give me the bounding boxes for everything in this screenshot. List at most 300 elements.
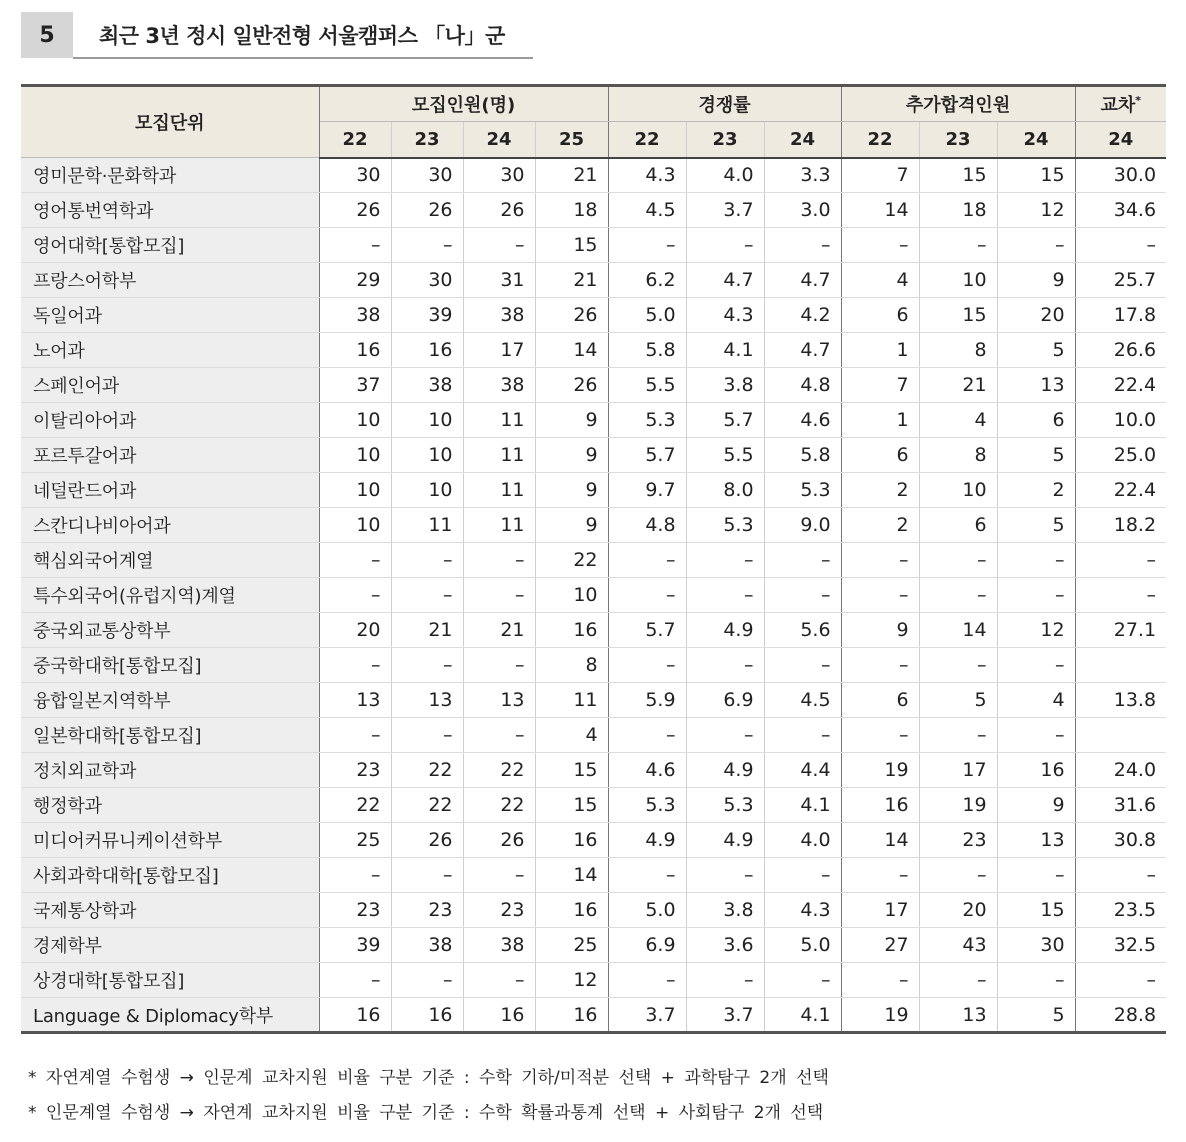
table-cell: – bbox=[919, 718, 997, 753]
table-cell: 9.0 bbox=[764, 508, 841, 543]
unit-name: 중국학대학[통합모집] bbox=[21, 648, 319, 683]
table-cell: 10 bbox=[319, 473, 391, 508]
table-cell: 22.4 bbox=[1075, 473, 1166, 508]
unit-name: 미디어커뮤니케이션학부 bbox=[21, 823, 319, 858]
table-cell: 4 bbox=[919, 403, 997, 438]
table-cell: 4.3 bbox=[608, 158, 686, 193]
table-cell: – bbox=[463, 543, 535, 578]
table-row bbox=[21, 403, 1166, 438]
group-header bbox=[1075, 86, 1166, 122]
table-row bbox=[21, 193, 1166, 228]
table-row bbox=[21, 718, 1166, 753]
table-cell: 9 bbox=[535, 438, 608, 473]
footnote-2: * 인문계열 수험생 → 자연계 교차지원 비율 구분 기준 : 수학 확률과통계 선택 + 사회탐구 2개 선택 bbox=[28, 1103, 824, 1123]
table-cell: 26.6 bbox=[1075, 333, 1166, 368]
table-cell: 27.1 bbox=[1075, 613, 1166, 648]
table-cell: 5.0 bbox=[608, 893, 686, 928]
table-cell: 10 bbox=[919, 473, 997, 508]
table-cell: 21 bbox=[535, 263, 608, 298]
table-row bbox=[21, 858, 1166, 893]
year-header: 23 bbox=[686, 122, 764, 158]
table-cell: – bbox=[841, 228, 919, 263]
table-cell: 18 bbox=[919, 193, 997, 228]
table-cell: 5 bbox=[997, 508, 1075, 543]
table-cell: 43 bbox=[919, 928, 997, 963]
table-cell: 10 bbox=[391, 473, 463, 508]
table-cell: – bbox=[608, 718, 686, 753]
table-cell: 15 bbox=[535, 753, 608, 788]
table-row bbox=[21, 333, 1166, 368]
table-cell: 3.6 bbox=[686, 928, 764, 963]
table-cell: – bbox=[391, 543, 463, 578]
year-header: 22 bbox=[319, 122, 391, 158]
table-cell: 18.2 bbox=[1075, 508, 1166, 543]
table-cell: – bbox=[391, 858, 463, 893]
year-header: 23 bbox=[391, 122, 463, 158]
table-row bbox=[21, 578, 1166, 613]
table-cell: 15 bbox=[997, 158, 1075, 193]
table-cell: 16 bbox=[535, 613, 608, 648]
table-cell: 4.1 bbox=[764, 998, 841, 1033]
table-cell: 15 bbox=[997, 893, 1075, 928]
table-cell: 10.0 bbox=[1075, 403, 1166, 438]
table-cell: 13 bbox=[997, 368, 1075, 403]
unit-name: 프랑스어학부 bbox=[21, 263, 319, 298]
table-cell: 6 bbox=[841, 298, 919, 333]
table-cell: 1 bbox=[841, 333, 919, 368]
unit-name: 융합일본지역학부 bbox=[21, 683, 319, 718]
table-cell: 5.6 bbox=[764, 613, 841, 648]
table-cell: 15 bbox=[919, 158, 997, 193]
table-body bbox=[21, 158, 1166, 1033]
table-cell: 19 bbox=[919, 788, 997, 823]
table-cell: 9 bbox=[997, 263, 1075, 298]
table-cell: 25.7 bbox=[1075, 263, 1166, 298]
table-cell: – bbox=[463, 648, 535, 683]
table-cell: – bbox=[764, 578, 841, 613]
table-cell: 5.5 bbox=[608, 368, 686, 403]
table-cell: – bbox=[841, 858, 919, 893]
table-cell: – bbox=[841, 578, 919, 613]
table-cell: 23.5 bbox=[1075, 893, 1166, 928]
table-cell: 3.3 bbox=[764, 158, 841, 193]
table-cell: – bbox=[1075, 963, 1166, 998]
table-cell: 19 bbox=[841, 998, 919, 1033]
table-cell: – bbox=[686, 543, 764, 578]
table-cell: 22 bbox=[319, 788, 391, 823]
table-cell: – bbox=[608, 963, 686, 998]
table-cell: 9 bbox=[535, 508, 608, 543]
table-cell: 4.8 bbox=[608, 508, 686, 543]
table-cell: 5.0 bbox=[764, 928, 841, 963]
table-cell: 10 bbox=[391, 438, 463, 473]
table-cell: 13 bbox=[463, 683, 535, 718]
table-cell: – bbox=[608, 543, 686, 578]
table-cell: – bbox=[764, 858, 841, 893]
table-cell: 6.2 bbox=[608, 263, 686, 298]
table-cell: 5.7 bbox=[608, 438, 686, 473]
table-cell: 8.0 bbox=[686, 473, 764, 508]
table-cell: 30 bbox=[391, 158, 463, 193]
table-cell: 4 bbox=[997, 683, 1075, 718]
table-cell: 39 bbox=[391, 298, 463, 333]
unit-name: 국제통상학과 bbox=[21, 893, 319, 928]
table-cell: 16 bbox=[535, 998, 608, 1033]
table-cell: 31.6 bbox=[1075, 788, 1166, 823]
table-cell: 22 bbox=[391, 788, 463, 823]
table-row bbox=[21, 613, 1166, 648]
table-cell: 13 bbox=[919, 998, 997, 1033]
table-cell: 5 bbox=[997, 438, 1075, 473]
table-cell: – bbox=[319, 718, 391, 753]
table-cell: – bbox=[764, 963, 841, 998]
table-cell: 13.8 bbox=[1075, 683, 1166, 718]
table-cell: 28.8 bbox=[1113, 1003, 1157, 1026]
table-cell: – bbox=[764, 648, 841, 683]
table-cell: – bbox=[608, 228, 686, 263]
table-cell: – bbox=[391, 718, 463, 753]
table-cell: 27 bbox=[841, 928, 919, 963]
year-header: 22 bbox=[608, 122, 686, 158]
unit-name: 이탈리아어과 bbox=[21, 403, 319, 438]
table-cell: 5.3 bbox=[608, 788, 686, 823]
table-cell: – bbox=[686, 648, 764, 683]
table-cell: 26 bbox=[319, 193, 391, 228]
table-cell: 12 bbox=[997, 193, 1075, 228]
table-cell: 16 bbox=[391, 333, 463, 368]
footnote-marker: * bbox=[1135, 94, 1142, 107]
table-cell: 16 bbox=[319, 333, 391, 368]
table-cell: 3.8 bbox=[686, 893, 764, 928]
unit-name: 경제학부 bbox=[21, 928, 319, 963]
table-cell: 21 bbox=[919, 368, 997, 403]
table-cell: 29 bbox=[319, 263, 391, 298]
table-cell: 5.5 bbox=[686, 438, 764, 473]
table-cell: – bbox=[841, 648, 919, 683]
table-cell: – bbox=[997, 648, 1075, 683]
table-cell: 1 bbox=[841, 403, 919, 438]
table-cell: – bbox=[997, 858, 1075, 893]
table-cell: 32.5 bbox=[1075, 928, 1166, 963]
table-cell: – bbox=[319, 858, 391, 893]
table-cell: 22 bbox=[463, 788, 535, 823]
table-cell: – bbox=[997, 578, 1075, 613]
table-cell: 17 bbox=[841, 893, 919, 928]
table-cell: 12 bbox=[535, 963, 608, 998]
footnotes bbox=[28, 1066, 829, 1136]
table-cell: 4.0 bbox=[686, 158, 764, 193]
unit-name: 행정학과 bbox=[21, 788, 319, 823]
table-cell: 4.6 bbox=[608, 753, 686, 788]
table-cell: 20 bbox=[919, 893, 997, 928]
table-cell: 9 bbox=[535, 403, 608, 438]
table-cell: 13 bbox=[391, 683, 463, 718]
table-cell: 6 bbox=[841, 438, 919, 473]
group-header bbox=[841, 86, 1075, 122]
unit-name: 사회과학대학[통합모집] bbox=[21, 858, 319, 893]
table-cell: 20 bbox=[997, 298, 1075, 333]
unit-name: 중국외교통상학부 bbox=[21, 613, 319, 648]
table-cell: 26 bbox=[391, 823, 463, 858]
table-cell: 30.8 bbox=[1075, 823, 1166, 858]
table-cell: 23 bbox=[919, 823, 997, 858]
unit-name: 스페인어과 bbox=[21, 368, 319, 403]
table-cell: 30 bbox=[997, 928, 1075, 963]
table-cell: 8 bbox=[919, 333, 997, 368]
table-cell: 3.7 bbox=[608, 998, 686, 1033]
table-cell: – bbox=[608, 858, 686, 893]
table-cell: – bbox=[919, 963, 997, 998]
table-cell: 5.3 bbox=[686, 788, 764, 823]
table-cell: 16 bbox=[463, 998, 535, 1033]
table-cell: 9 bbox=[535, 473, 608, 508]
unit-name: 영미문학·문화학과 bbox=[21, 158, 319, 193]
table-cell: – bbox=[997, 718, 1075, 753]
group-header-label: 추가합격인원 bbox=[905, 95, 1011, 116]
table-row bbox=[21, 683, 1166, 718]
table-row bbox=[21, 438, 1166, 473]
table-cell: 16 bbox=[391, 998, 463, 1033]
table-cell: 16 bbox=[997, 753, 1075, 788]
table-cell: 37 bbox=[319, 368, 391, 403]
table-cell: 14 bbox=[841, 193, 919, 228]
table-cell: 25 bbox=[535, 928, 608, 963]
table-cell: 4 bbox=[841, 263, 919, 298]
table-cell: 11 bbox=[463, 473, 535, 508]
table-cell: 13 bbox=[319, 683, 391, 718]
table-head bbox=[21, 86, 1166, 158]
table-cell: 38 bbox=[463, 928, 535, 963]
table-cell: 20 bbox=[319, 613, 391, 648]
unit-name: 스칸디나비아어과 bbox=[21, 508, 319, 543]
table-cell: – bbox=[997, 228, 1075, 263]
table-cell: 16 bbox=[535, 823, 608, 858]
table-cell: 4.9 bbox=[686, 613, 764, 648]
table-cell: 4.7 bbox=[686, 263, 764, 298]
table-cell: 30 bbox=[319, 158, 391, 193]
table-cell: – bbox=[319, 963, 391, 998]
table-cell bbox=[1075, 648, 1166, 683]
table-cell: 3.8 bbox=[686, 368, 764, 403]
year-header: 22 bbox=[841, 122, 919, 158]
table-cell: 4.0 bbox=[764, 823, 841, 858]
table-cell: 15 bbox=[535, 228, 608, 263]
table-cell: 38 bbox=[319, 298, 391, 333]
table-cell: – bbox=[919, 543, 997, 578]
table-cell: 30 bbox=[463, 158, 535, 193]
table-cell: 25.0 bbox=[1075, 438, 1166, 473]
table-cell: 11 bbox=[463, 508, 535, 543]
table-cell: 6.9 bbox=[608, 928, 686, 963]
table-cell: 4.8 bbox=[764, 368, 841, 403]
table-cell: – bbox=[686, 858, 764, 893]
table-cell: – bbox=[391, 228, 463, 263]
table-row bbox=[21, 823, 1166, 858]
unit-name: 정치외교학과 bbox=[21, 753, 319, 788]
table-cell: – bbox=[319, 578, 391, 613]
unit-name: 독일어과 bbox=[21, 298, 319, 333]
table-cell: 26 bbox=[463, 193, 535, 228]
table-cell: 5 bbox=[997, 333, 1075, 368]
table-cell: – bbox=[841, 718, 919, 753]
year-header: 24 bbox=[997, 122, 1075, 158]
table-row bbox=[21, 893, 1166, 928]
table-cell: 6.9 bbox=[686, 683, 764, 718]
table-cell: 24.0 bbox=[1075, 753, 1166, 788]
table-cell: 23 bbox=[319, 893, 391, 928]
table-cell: 10 bbox=[319, 403, 391, 438]
table-cell: 5.7 bbox=[686, 403, 764, 438]
table-cell: 10 bbox=[391, 403, 463, 438]
table-cell: 10 bbox=[919, 263, 997, 298]
year-header: 24 bbox=[463, 122, 535, 158]
table-row bbox=[21, 998, 1166, 1033]
table-row bbox=[21, 508, 1166, 543]
unit-name: 노어과 bbox=[21, 333, 319, 368]
table-cell: – bbox=[463, 578, 535, 613]
table-cell: 3.7 bbox=[686, 998, 764, 1033]
table-cell: 5.3 bbox=[686, 508, 764, 543]
table-cell: 17 bbox=[919, 753, 997, 788]
table-row bbox=[21, 228, 1166, 263]
table-cell: 11 bbox=[535, 683, 608, 718]
table-cell: 5.0 bbox=[608, 298, 686, 333]
table-cell: – bbox=[463, 858, 535, 893]
table-cell: 14 bbox=[919, 613, 997, 648]
unit-column-header: 모집단위 bbox=[21, 86, 319, 158]
table-cell: 30 bbox=[391, 263, 463, 298]
table-cell: – bbox=[997, 963, 1075, 998]
table-cell: 14 bbox=[535, 333, 608, 368]
table-cell: – bbox=[841, 963, 919, 998]
section-header bbox=[21, 12, 505, 58]
table-cell: 6 bbox=[997, 403, 1075, 438]
table-row bbox=[21, 928, 1166, 963]
table-cell: – bbox=[391, 963, 463, 998]
table-cell: 22 bbox=[463, 753, 535, 788]
footnote-1: * 자연계열 수험생 → 인문계 교차지원 비율 구분 기준 : 수학 기하/미적분 선택 + 과학탐구 2개 선택 bbox=[28, 1068, 829, 1088]
table-cell: – bbox=[764, 228, 841, 263]
year-header: 25 bbox=[535, 122, 608, 158]
table-cell: 22.4 bbox=[1075, 368, 1166, 403]
table-cell: 5.3 bbox=[608, 403, 686, 438]
table-cell: 5 bbox=[997, 998, 1075, 1033]
table-cell: – bbox=[1075, 228, 1166, 263]
table-row bbox=[21, 648, 1166, 683]
year-header: 23 bbox=[919, 122, 997, 158]
table-cell: – bbox=[919, 228, 997, 263]
table-cell: 5.8 bbox=[608, 333, 686, 368]
table-cell: 3.7 bbox=[686, 193, 764, 228]
table-cell: – bbox=[997, 543, 1075, 578]
table-cell: 9.7 bbox=[608, 473, 686, 508]
table-cell: – bbox=[608, 578, 686, 613]
table-cell: 31 bbox=[463, 263, 535, 298]
table-cell: 2 bbox=[997, 473, 1075, 508]
table-cell: – bbox=[919, 648, 997, 683]
table-cell: 5.8 bbox=[764, 438, 841, 473]
table-cell: 16 bbox=[319, 998, 391, 1033]
table-cell: 11 bbox=[463, 438, 535, 473]
group-header-label: 교차 bbox=[1100, 95, 1136, 116]
table-cell: 10 bbox=[319, 508, 391, 543]
table-cell: 21 bbox=[391, 613, 463, 648]
table-cell: – bbox=[764, 543, 841, 578]
table-row bbox=[21, 963, 1166, 998]
table-cell: – bbox=[319, 228, 391, 263]
table-cell: 23 bbox=[391, 893, 463, 928]
table-cell: 13 bbox=[997, 823, 1075, 858]
year-header: 24 bbox=[764, 122, 841, 158]
table-cell: 16 bbox=[535, 893, 608, 928]
table-cell: 4.2 bbox=[764, 298, 841, 333]
table-cell: 4.5 bbox=[608, 193, 686, 228]
table-row bbox=[21, 753, 1166, 788]
table-cell: 26 bbox=[463, 823, 535, 858]
table-cell: 4.3 bbox=[686, 298, 764, 333]
group-header-label: 모집인원(명) bbox=[411, 95, 516, 116]
table-cell: 5.9 bbox=[608, 683, 686, 718]
year-header: 24 bbox=[1075, 122, 1166, 158]
table-cell: – bbox=[841, 543, 919, 578]
table-cell: 5 bbox=[919, 683, 997, 718]
group-header bbox=[608, 86, 841, 122]
table-cell: 4.6 bbox=[764, 403, 841, 438]
table-cell: 30.0 bbox=[1075, 158, 1166, 193]
table-cell: – bbox=[463, 718, 535, 753]
table-cell: 4.1 bbox=[686, 333, 764, 368]
table-cell: – bbox=[686, 963, 764, 998]
table-row bbox=[21, 298, 1166, 333]
table-cell: 23 bbox=[463, 893, 535, 928]
table-cell: 26 bbox=[535, 368, 608, 403]
table-cell: 5.7 bbox=[608, 613, 686, 648]
table-cell: – bbox=[686, 578, 764, 613]
table-cell: 4.9 bbox=[686, 753, 764, 788]
table-cell: 11 bbox=[391, 508, 463, 543]
table-cell: 9 bbox=[841, 613, 919, 648]
unit-name: 일본학대학[통합모집] bbox=[21, 718, 319, 753]
table-cell: 21 bbox=[463, 613, 535, 648]
unit-name: 핵심외국어계열 bbox=[21, 543, 319, 578]
table-cell: 4.1 bbox=[764, 788, 841, 823]
section-title: 최근 3년 정시 일반전형 서울캠퍼스 「나」군 bbox=[99, 24, 505, 48]
table-cell: 7 bbox=[841, 158, 919, 193]
table-cell: 15 bbox=[535, 788, 608, 823]
table-cell: 6 bbox=[919, 508, 997, 543]
table-row bbox=[21, 473, 1166, 508]
table-row bbox=[21, 368, 1166, 403]
table-cell: 25 bbox=[319, 823, 391, 858]
table-cell: 15 bbox=[919, 298, 997, 333]
table-cell: 21 bbox=[535, 158, 608, 193]
table-cell: 12 bbox=[997, 613, 1075, 648]
table-cell: 4.9 bbox=[686, 823, 764, 858]
table-cell: – bbox=[1075, 578, 1166, 613]
unit-name: Language & Diplomacy학부 bbox=[21, 998, 319, 1033]
table-row bbox=[21, 543, 1166, 578]
table-cell: 4.4 bbox=[764, 753, 841, 788]
table-cell: 17.8 bbox=[1075, 298, 1166, 333]
table-cell: 26 bbox=[391, 193, 463, 228]
unit-name: 영어대학[통합모집] bbox=[21, 228, 319, 263]
group-header bbox=[319, 86, 608, 122]
table-cell: 38 bbox=[463, 368, 535, 403]
unit-name: 네덜란드어과 bbox=[21, 473, 319, 508]
table-cell: – bbox=[391, 578, 463, 613]
table-cell: – bbox=[463, 228, 535, 263]
table-cell: 8 bbox=[535, 648, 608, 683]
